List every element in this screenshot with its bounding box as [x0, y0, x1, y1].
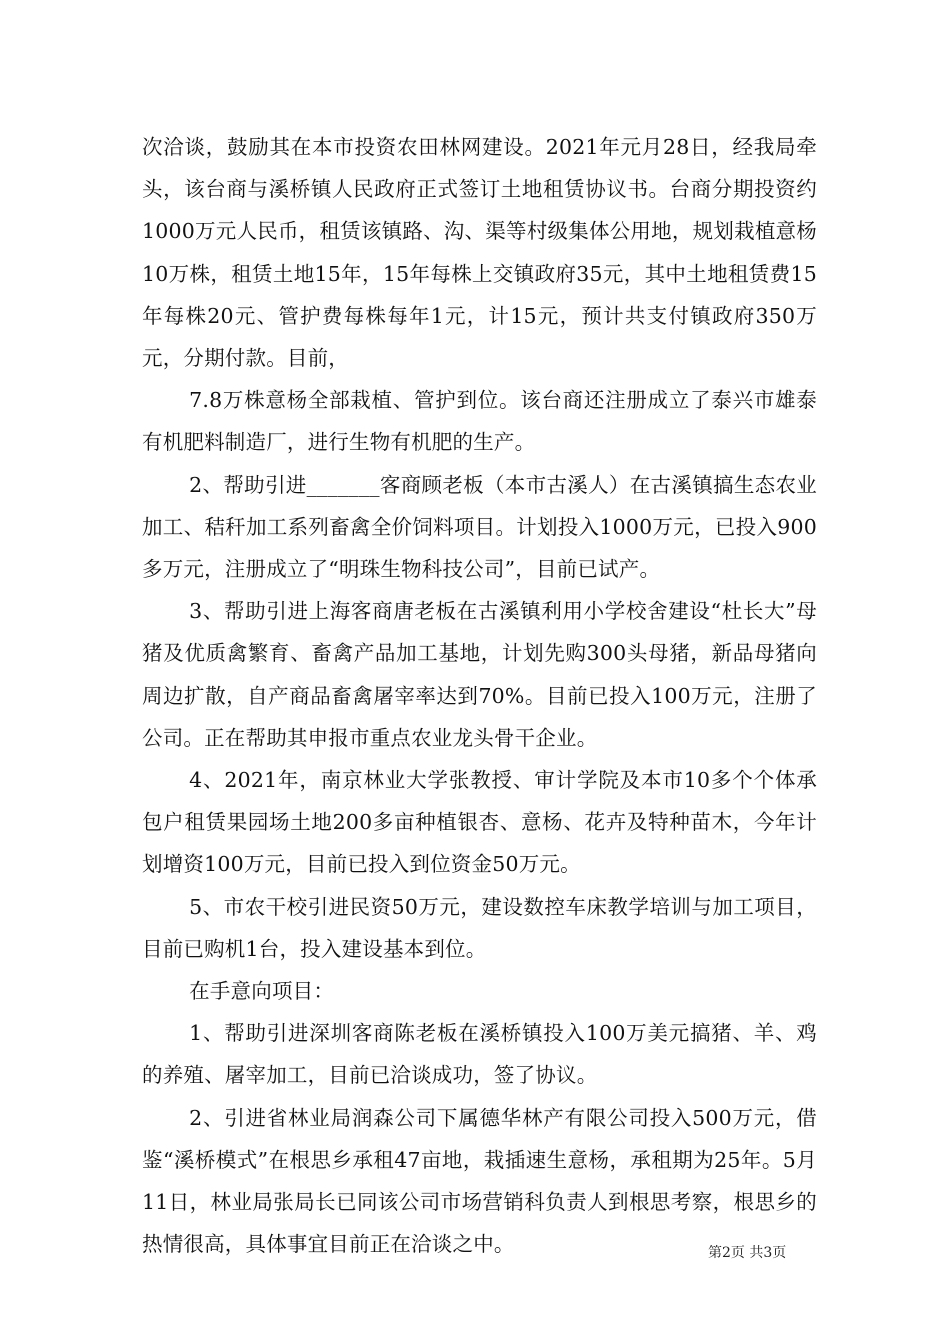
paragraph-item-4: 4、2021年，南京林业大学张教授、审计学院及本市10多个个体承包户租赁果园场土地200多亩种植银杏、意杨、花卉及特种苗木，今年计划增资100万元，目前已投入到位资金50万元。 — [142, 768, 817, 877]
paragraph-item-2: 2、帮助引进_______客商顾老板（本市古溪人）在古溪镇搞生态农业加工、秸秆加工系列畜禽全价饲料项目。计划投入1000万元，已投入900多万元，注册成立了“明珠生物科技公司”，目前已试产。 — [142, 472, 817, 582]
paragraph-item-5: 5、市农干校引进民资50万元，建设数控车床教学培训与加工项目，目前已购机1台，投入建设基本到位。 — [142, 894, 817, 961]
page-number-footer: 第2页 共3页 — [708, 1245, 787, 1261]
document-body — [142, 126, 817, 1265]
paragraph-intended-2: 2、引进省林业局润森公司下属德华林产有限公司投入500万元，借鉴“溪桥模式”在根思乡承租47亩地，栽插速生意杨，承租期为25年。5月11日，林业局张局长已同该公司市场营销科负责人到根思考察，根思乡的热情很高，具体事宜目前正在洽谈之中。 — [142, 1105, 817, 1257]
paragraph-continuation: 次洽谈，鼓励其在本市投资农田林网建设。2021年元月28日，经我局牵头，该台商与溪桥镇人民政府正式签订土地租赁协议书。台商分期投资约1000万元人民币，租赁该镇路、沟、渠等村级集体公用地，规划栽植意杨10万株，租赁土地15年，15年每株上交镇政府35元，其中土地租赁费15年每株20元、管护费每株每年1元，计15元，预计共支付镇政府350万元，分期付款。目前， — [142, 135, 817, 371]
paragraph-planting-progress: 7.8万株意杨全部栽植、管护到位。该台商还注册成立了泰兴市雄泰有机肥料制造厂，进行生物有机肥的生产。 — [142, 388, 817, 455]
paragraph-intended-1: 1、帮助引进深圳客商陈老板在溪桥镇投入100万美元搞猪、羊、鸡的养殖、屠宰加工，目前已洽谈成功，签了协议。 — [142, 1021, 817, 1088]
paragraph-item-3: 3、帮助引进上海客商唐老板在古溪镇利用小学校舍建设“杜长大”母猪及优质禽繁育、畜禽产品加工基地，计划先购300头母猪，新品母猪向周边扩散，自产商品畜禽屠宰率达到70%。目前已投入100万元，注册了公司。正在帮助其申报市重点农业龙头骨干企业。 — [142, 599, 817, 750]
section-heading-intended-projects: 在手意向项目： — [189, 979, 335, 1004]
